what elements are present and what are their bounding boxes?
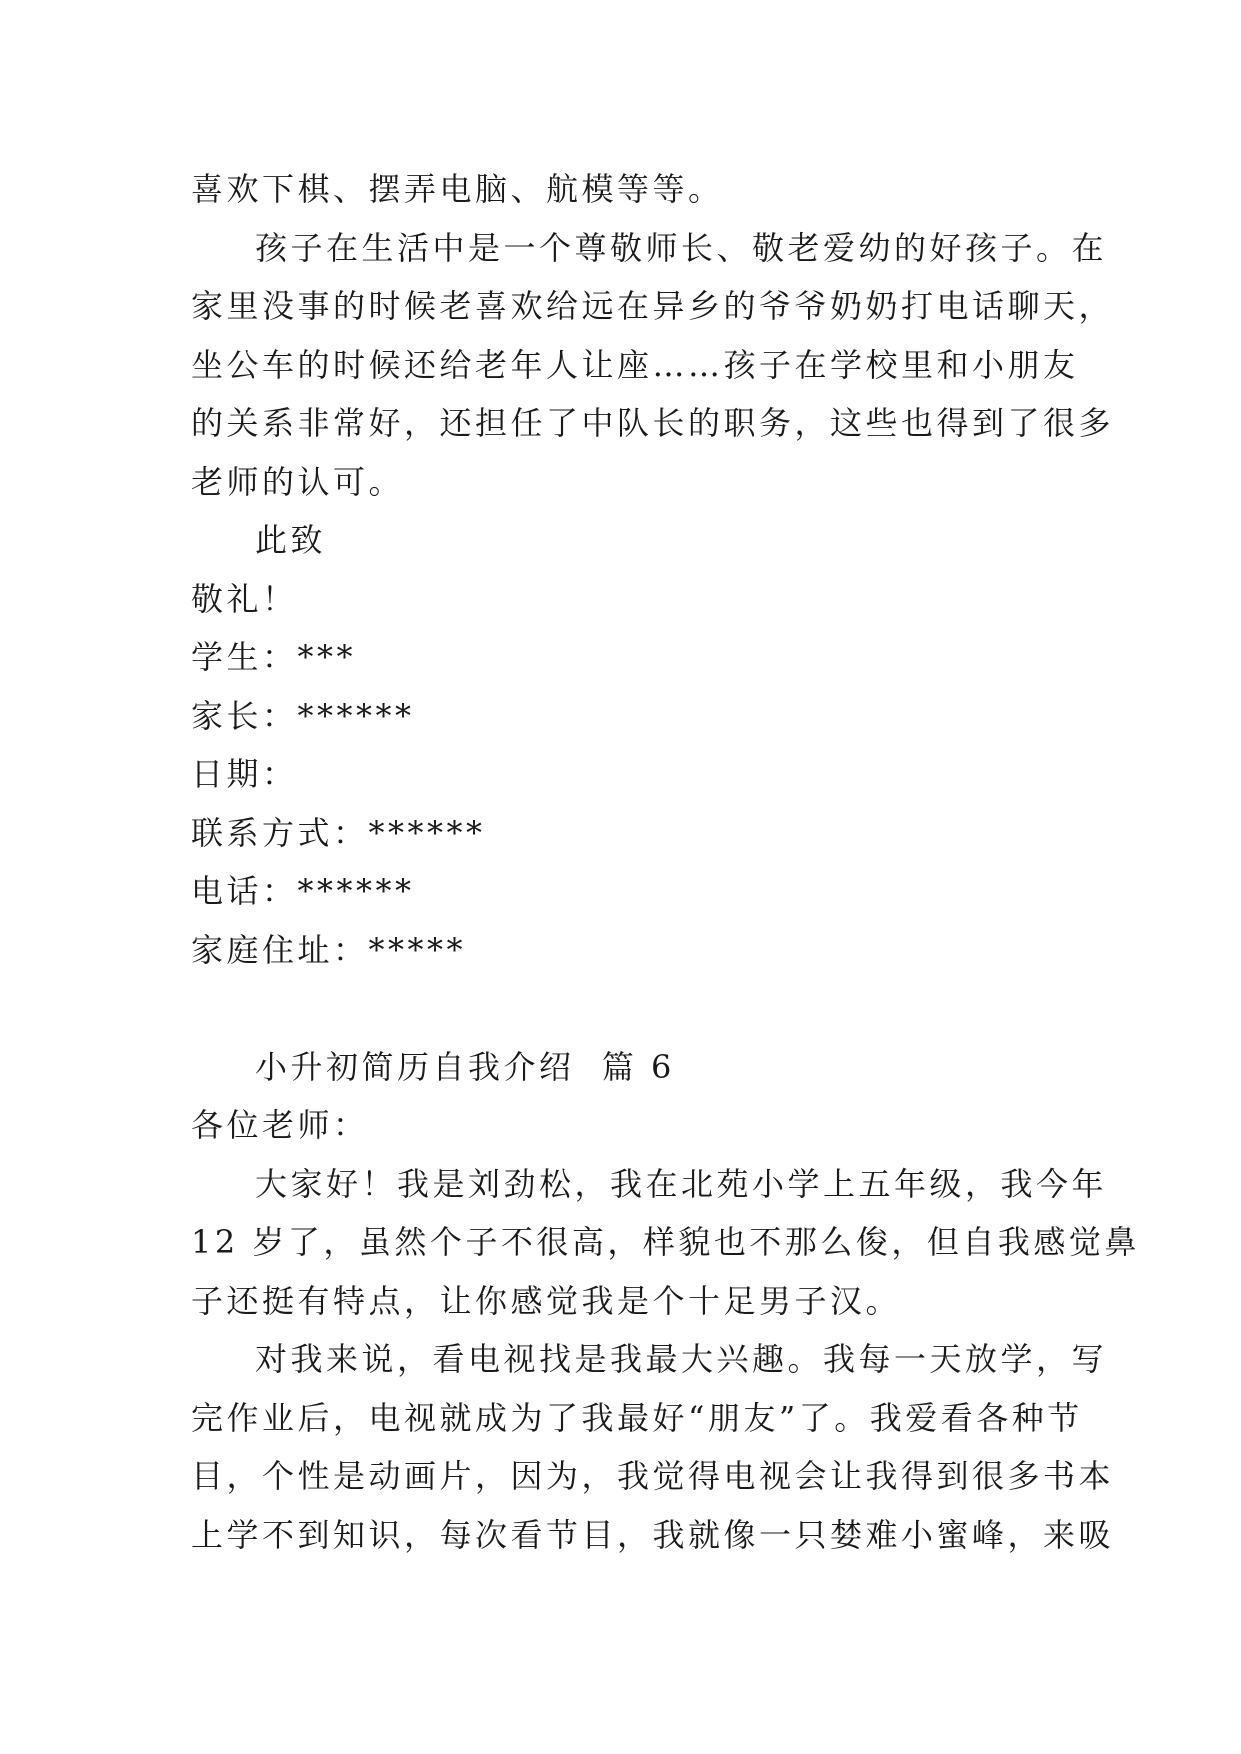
student-field: 学生：*** <box>191 638 357 676</box>
text-line: 喜欢下棋、摆弄电脑、航模等等。 <box>191 170 724 208</box>
text-line: 子还挺有特点，让你感觉我是个十足男子汉。 <box>191 1281 902 1320</box>
text-line: 老师的认可。 <box>191 462 405 501</box>
salutation: 敬礼！ <box>191 579 298 618</box>
parent-field: 家长：****** <box>191 696 415 735</box>
date-field: 日期： <box>191 755 298 793</box>
paragraph-start: 孩子在生活中是一个尊敬师长、敬老爱幼的好孩子。在 <box>255 228 1108 267</box>
text-line: 的关系非常好，还担任了中队长的职务，这些也得到了很多 <box>191 404 1115 442</box>
text-line: 目，个性是动画片，因为，我觉得电视会让我得到很多书本 <box>191 1457 1115 1495</box>
section-gap <box>191 979 1071 1038</box>
paragraph-start: 大家好！我是刘劲松，我在北苑小学上五年级，我今年 <box>255 1164 1108 1203</box>
address-field: 家庭住址：***** <box>191 930 467 969</box>
text-line: 家里没事的时候老喜欢给远在异乡的爷爷奶奶打电话聊天， <box>191 287 1115 325</box>
text-line: 12 岁了，虽然个子不很高，样貌也不那么俊，但自我感觉鼻 <box>191 1223 1140 1261</box>
text-line: 坐公车的时候还给老年人让座……孩子在学校里和小朋友 <box>191 345 1079 384</box>
phone-field: 电话：****** <box>191 872 415 910</box>
greeting: 各位老师： <box>191 1106 369 1144</box>
text-line: 完作业后，电视就成为了我最好“朋友”了。我爱看各种节 <box>191 1398 1083 1437</box>
contact-field: 联系方式：****** <box>191 813 486 852</box>
closing-phrase: 此致 <box>255 521 327 559</box>
section-title: 小升初简历自我介绍 篇 6 <box>255 1047 675 1086</box>
text-line: 上学不到知识，每次看节目，我就像一只婪难小蜜峰，来吸 <box>191 1515 1115 1554</box>
document-body <box>191 160 1140 1564</box>
paragraph-start: 对我来说，看电视找是我最大兴趣。我每一天放学，写 <box>255 1340 1108 1378</box>
